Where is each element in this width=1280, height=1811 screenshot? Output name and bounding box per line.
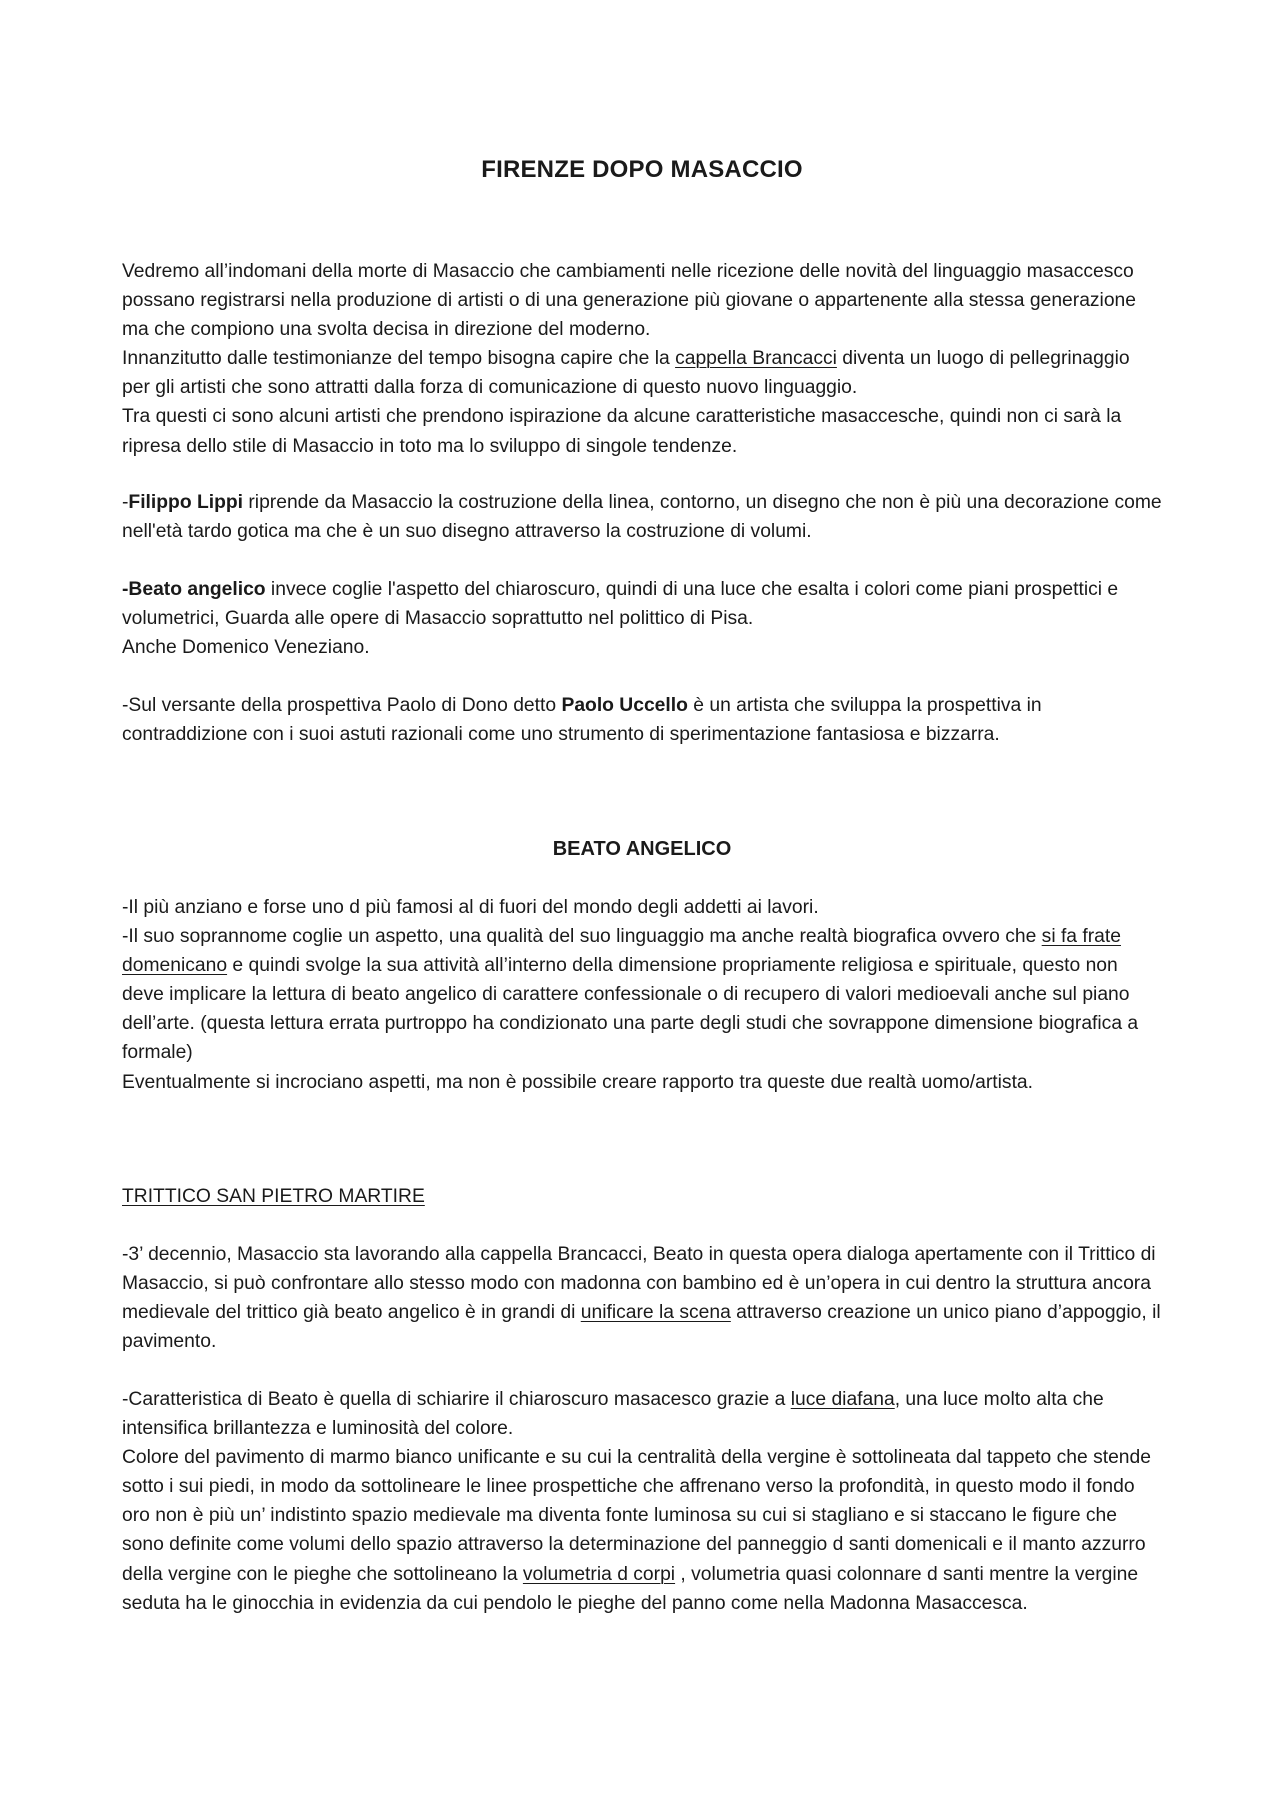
angelico-line-1: -Il più anziano e forse uno d più famosi al di fuori del mondo degli addetti ai lavori. (122, 897, 819, 918)
angelico-line-2 (122, 922, 1162, 1067)
intro-section (122, 257, 1162, 461)
cappella-brancacci-underlined: cappella Brancacci (675, 348, 837, 370)
angelico-line-3: Eventualmente si incrociano aspetti, ma non è possibile creare rapporto tra queste due realtà uomo/artista. (122, 1071, 1034, 1093)
angelico-paragraph (122, 575, 1162, 662)
angelico-l2-after: e quindi svolge la sua attività all’interno della dimensione propriamente religiosa e spirituale, questo non deve implicare la lettura di beato angelico di carattere confessionale o di recupero di valori medioevali anche sul piano dell’arte. (questa lettura errata purtroppo ha condizionato una parte degli studi che sovrappone dimensione biografica a formale) (122, 955, 1139, 1064)
trittico-paragraph-2 (122, 1385, 1162, 1618)
uccello-after: è un artista che sviluppa la prospettiva in contraddizione con i suoi astuti razionali come uno strumento di sperimentazione fantasiosa e bizzarra. (122, 695, 1042, 746)
uccello-paragraph (122, 691, 1162, 749)
trittico-p2-before: -Caratteristica di Beato è quella di schiarire il chiaroscuro masacesco grazie a (122, 1389, 791, 1410)
trittico-heading: TRITTICO SAN PIETRO MARTIRE (122, 1186, 425, 1207)
intro-p2-after: diventa un luogo di pellegrinaggio per gli artisti che sono attratti dalla forza di comunicazione di questo nuovo linguaggio. (122, 348, 1130, 399)
trittico-p2-after: , una luce molto alta che intensifica brillantezza e luminosità del colore. (122, 1389, 1104, 1440)
intro-paragraph-3: Tra questi ci sono alcuni artisti che prendono ispirazione da alcune caratteristiche masaccesche, quindi non ci sarà la ripresa dello stile di Masaccio in toto ma lo sviluppo di singole tendenze. (122, 406, 1122, 457)
trittico-paragraph-1 (122, 1240, 1162, 1356)
angelico-name: -Beato angelico (122, 579, 266, 600)
unificare-scena-underlined: unificare la scena (580, 1302, 731, 1324)
document-title: FIRENZE DOPO MASACCIO (481, 156, 803, 183)
intro-p2-before: Innanzitutto dalle testimonianze del tempo bisogna capire che la (122, 348, 676, 370)
volumetria-corpi-underlined: volumetria d corpi (522, 1563, 676, 1585)
uccello-before: -Sul versante della prospettiva Paolo di Dono detto (122, 695, 562, 716)
lippi-paragraph (122, 488, 1162, 546)
uccello-name: Paolo Uccello (561, 695, 688, 716)
intro-paragraph-1: Vedremo all’indomani della morte di Masaccio che cambiamenti nelle ricezione delle novità del linguaggio masaccesco possano registrarsi nella produzione di artisti o di una generazione più giovane o appartenente alla stessa generazione ma che compiono una svolta decisa in direzione del moderno. (122, 261, 1137, 341)
angelico-l2-before: -Il suo soprannome coglie un aspetto, una qualità del suo linguaggio ma anche realtà biografica ovvero che (122, 926, 1042, 948)
trittico-p3-after: , volumetria quasi colonnare d santi mentre la vergine seduta ha le ginocchia in evidenzia da cui pendolo le pieghe del panno come nella Madonna Masaccesca. (122, 1563, 1139, 1614)
angelico-text: invece coglie l'aspetto del chiaroscuro, quindi di una luce che esalta i colori come piani prospettici e volumetrici, Guarda alle opere di Masaccio soprattutto nel polittico di Pisa. (122, 579, 1119, 630)
intro-paragraph-2 (122, 344, 1162, 402)
luce-diafana-underlined: luce diafana (790, 1389, 895, 1410)
lippi-name: Filippo Lippi (128, 492, 244, 513)
section-title-beato-angelico: BEATO ANGELICO (552, 838, 732, 860)
frate-domenicano-underlined: si fa frate domenicano (122, 926, 1121, 977)
angelico-extra: Anche Domenico Veneziano. (122, 637, 370, 659)
trittico-p1-after: attraverso creazione un unico piano d’appoggio, il pavimento. (122, 1302, 1161, 1353)
lippi-prefix: - (122, 492, 129, 513)
trittico-p3-before: Colore del pavimento di marmo bianco unificante e su cui la centralità della vergine è sottolineata dal tappeto che stende sotto i sui piedi, in modo da sottolineare le linee prospettiche che affrenano verso la profondità, in questo modo il fondo oro non è più un’ indistinto spazio medievale ma diventa fonte luminosa su cui si stagliano e si staccano le figure che sono definite come volumi dello spazio attraverso la determinazione del panneggio d santi domenicali e il manto azzurro della vergine con le pieghe che sottolineano la (122, 1447, 1151, 1585)
lippi-text: riprende da Masaccio la costruzione della linea, contorno, un disegno che non è più una decorazione come nell'età tardo gotica ma che è un suo disegno attraverso la costruzione di volumi. (122, 492, 1162, 543)
beato-angelico-section (122, 893, 1162, 1097)
trittico-p1-before: -3’ decennio, Masaccio sta lavorando alla cappella Brancacci, Beato in questa opera dialoga apertamente con il Trittico di Masaccio, si può confrontare allo stesso modo con madonna con bambino ed è un’opera in cui dentro la struttura ancora medievale del trittico già beato angelico è in grandi di (122, 1244, 1156, 1324)
